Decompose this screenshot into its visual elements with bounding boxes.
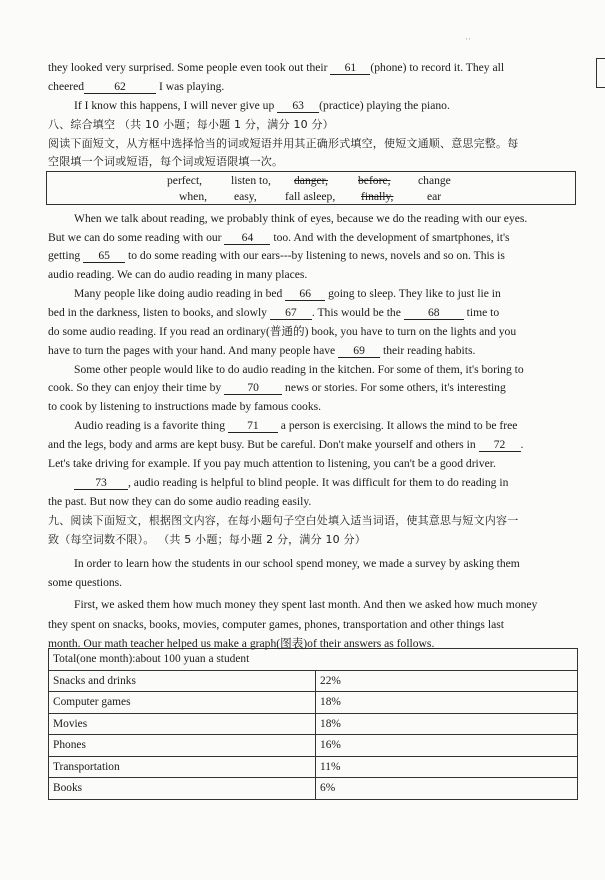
text: going to sleep. They like to just lie in — [325, 287, 501, 300]
margin-bracket — [596, 58, 605, 88]
text-line: to cook by listening to instructions made by famous cooks. — [48, 400, 322, 413]
text-line: Let's take driving for example. If you pay much attention to listening, you can't be a good driver. — [48, 457, 496, 470]
word-bank-item: easy, — [234, 190, 257, 203]
table-cell-item: Phones — [49, 735, 316, 757]
text: too. And with the development of smartphones, it's — [270, 231, 510, 244]
text: If I know this happens, I will never give up — [74, 99, 278, 112]
section-heading: 八、综合填空 （共 10 小题；每小题 1 分，满分 10 分） — [48, 118, 334, 131]
text-line — [74, 418, 576, 434]
word-bank-item: when, — [179, 190, 208, 203]
text: to do some reading with our ears---by listening to news, novels and so on. This is — [125, 249, 505, 262]
text: and the legs, body and arms are kept busy. But be careful. Don't make yourself and others in — [48, 438, 479, 451]
blank-69[interactable]: 69 — [338, 345, 380, 358]
blank-64[interactable]: 64 — [224, 232, 270, 245]
word-bank-item: change — [418, 174, 451, 187]
text-line: In order to learn how the students in our school spend money, we made a survey by asking them — [74, 557, 520, 570]
text-line — [48, 437, 576, 453]
word-bank-item: ear — [427, 190, 442, 203]
text: I was playing. — [156, 80, 225, 93]
word-bank-item: before, — [358, 174, 391, 187]
text-line: some questions. — [48, 576, 123, 589]
table-row — [49, 756, 578, 778]
table-cell-percent: 6% — [316, 778, 578, 800]
table-row — [49, 735, 578, 757]
table-cell-percent: 11% — [316, 756, 578, 778]
text: bed in the darkness, listen to books, and slowly — [48, 306, 270, 319]
word-bank-box — [46, 171, 576, 205]
table-cell-item: Snacks and drinks — [49, 670, 316, 692]
text-line: audio reading. We can do audio reading in many places. — [48, 268, 308, 281]
blank-70[interactable]: 70 — [224, 382, 282, 395]
blank-62[interactable]: 62 — [84, 81, 156, 94]
text-line — [48, 79, 576, 95]
blank-73[interactable]: 73 — [74, 477, 128, 490]
text: , audio reading is helpful to blind people. It was difficult for them to do reading in — [128, 476, 509, 489]
table-header-cell: Total(one month):about 100 yuan a student — [49, 649, 578, 671]
table-cell-percent: 16% — [316, 735, 578, 757]
text: getting — [48, 249, 84, 262]
word-bank-item: perfect, — [167, 174, 203, 187]
text: a person is exercising. It allows the mind to be free — [277, 419, 518, 432]
blank-68[interactable]: 68 — [404, 307, 464, 320]
scan-mark: ·· — [465, 34, 471, 44]
text-line: First, we asked them how much money they spent last month. And then we asked how much money — [74, 598, 538, 611]
blank-72[interactable]: 72 — [479, 439, 521, 452]
text-line: do some audio reading. If you read an ordinary(普通的) book, you have to turn on the lights and you — [48, 325, 517, 338]
table-cell-percent: 18% — [316, 692, 578, 714]
word-bank-item: fall asleep, — [285, 190, 336, 203]
table-cell-percent: 22% — [316, 670, 578, 692]
text-line — [74, 98, 576, 114]
text: they looked very surprised. Some people even took out their — [48, 61, 331, 74]
text: . — [520, 438, 524, 451]
instruction-line: 空限填一个词或短语，每个词或短语限填一次。 — [48, 155, 284, 168]
text-line — [48, 230, 576, 246]
text-line — [74, 286, 576, 302]
blank-65[interactable]: 65 — [83, 250, 125, 263]
text-line — [48, 60, 576, 76]
text-line — [48, 343, 576, 359]
blank-66[interactable]: 66 — [285, 288, 325, 301]
text: news or stories. For some others, it's interesting — [282, 381, 506, 394]
blank-71[interactable]: 71 — [228, 420, 278, 433]
table-cell-item: Movies — [49, 713, 316, 735]
table-row — [49, 778, 578, 800]
table-row — [49, 692, 578, 714]
text-line: Some other people would like to do audio reading in the kitchen. For some of them, it's boring to — [74, 363, 524, 376]
table-cell-item: Books — [49, 778, 316, 800]
text: (phone) to record it. They all — [370, 61, 505, 74]
spending-table — [48, 648, 578, 800]
text: time to — [463, 306, 500, 319]
blank-63[interactable]: 63 — [277, 100, 319, 113]
text: cook. So they can enjoy their time by — [48, 381, 225, 394]
text: cheered — [48, 80, 85, 93]
table-row — [49, 670, 578, 692]
word-bank-item: listen to, — [231, 174, 271, 187]
table-row — [49, 713, 578, 735]
section-heading: 致（每空词数不限）。 （共 5 小题；每小题 2 分，满分 10 分） — [48, 533, 366, 546]
section-heading: 九、阅读下面短文，根据图文内容，在每小题句子空白处填入适当词语，使其意思与短文内容一 — [48, 514, 519, 527]
text: (practice) playing the piano. — [319, 99, 450, 112]
instruction-line: 阅读下面短文，从方框中选择恰当的词或短语并用其正确形式填空，使短文通顺、意思完整。每 — [48, 137, 519, 150]
text-line: When we talk about reading, we probably think of eyes, because we do the reading with our eyes. — [74, 212, 528, 225]
text-line: the past. But now they can do some audio reading easily. — [48, 495, 312, 508]
text: Audio reading is a favorite thing — [74, 419, 228, 432]
text-line: month. Our math teacher helped us make a graph(图表)of their answers as follows. — [48, 637, 435, 650]
blank-61[interactable]: 61 — [330, 62, 370, 75]
text-line — [74, 475, 576, 491]
text: have to turn the pages with your hand. And many people have — [48, 344, 339, 357]
table-cell-item: Transportation — [49, 756, 316, 778]
word-bank-item: danger, — [294, 174, 328, 187]
text: Many people like doing audio reading in bed — [74, 287, 286, 300]
text-line — [48, 305, 576, 321]
table-cell-item: Computer games — [49, 692, 316, 714]
text-line — [48, 248, 576, 264]
word-bank-item: finally, — [361, 190, 394, 203]
table-header-row — [49, 649, 578, 671]
text-line — [48, 380, 576, 396]
text-line: they spent on snacks, books, movies, computer games, phones, transportation and other things last — [48, 618, 504, 631]
text: their reading habits. — [380, 344, 476, 357]
table-cell-percent: 18% — [316, 713, 578, 735]
blank-67[interactable]: 67 — [270, 307, 312, 320]
text: But we can do some reading with our — [48, 231, 225, 244]
text: . This would be the — [311, 306, 404, 319]
